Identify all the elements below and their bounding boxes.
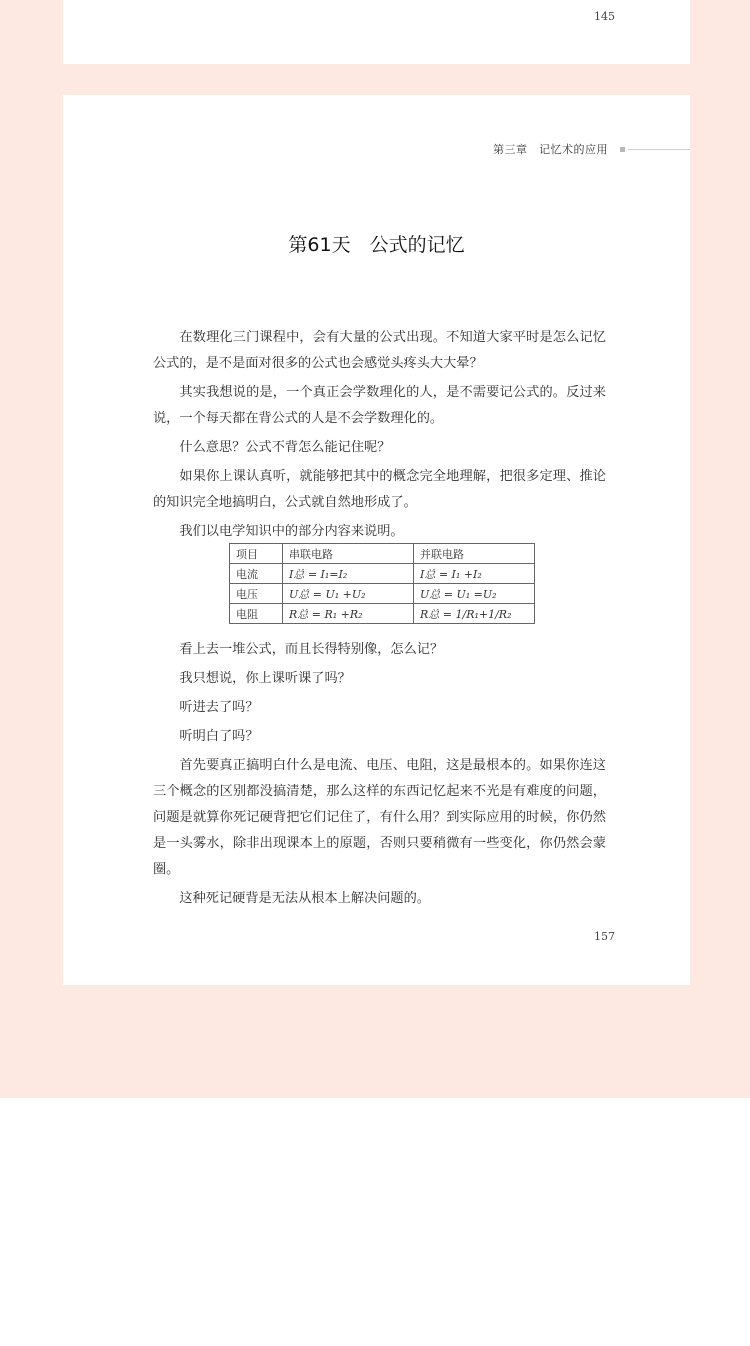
paragraph: 这种死记硬背是无法从根本上解决问题的。 [179,891,430,906]
table-cell: 电流 [230,564,283,584]
header-square-icon [620,147,625,152]
table-header-row [230,544,535,564]
previous-page [63,0,690,64]
paragraph: 听进去了吗？ [179,700,259,715]
paragraph: 我们以电学知识中的部分内容来说明。 [179,524,404,539]
table-cell: U总 = U₁ =U₂ [414,584,535,604]
paragraph: 其实我想说的是，一个真正会学数理化的人，是不需要记公式的。反过来说，一个每天都在背公式的人是不会学数理化的。 [153,385,606,426]
table-cell: R总 = 1/R₁+1/R₂ [414,604,535,624]
paragraph: 我只想说，你上课听课了吗？ [179,671,351,686]
table-row [230,604,535,624]
paragraph: 首先要真正搞明白什么是电流、电压、电阻，这是最根本的。如果你连这三个概念的区别都没搞清楚，那么这样的东西记忆起来不光是有难度的问题，问题是就算你死记硬背把它们记住了，有什么用？到实际应用的时候，你仍然是一头雾水，除非出现课本上的原题，否则只要稍微有一些变化，你仍然会蒙圈。 [153,758,606,877]
body-text-after-table [153,637,606,915]
table-header-cell: 串联电路 [283,544,414,564]
table-row [230,564,535,584]
page-title: 第61天 公式的记忆 [288,234,465,256]
chapter-header-text: 第三章 记忆术的应用 [493,143,608,156]
table-cell: U总 = U₁ +U₂ [283,584,414,604]
paragraph: 看上去一堆公式，而且长得特别像，怎么记？ [179,642,444,657]
chapter-header [493,141,690,157]
paragraph: 如果你上课认真听，就能够把其中的概念完全地理解，把很多定理、推论的知识完全地搞明白，公式就自然地形成了。 [153,469,606,510]
page-number: 145 [594,10,615,23]
table-cell: I总 = I₁=I₂ [283,564,414,584]
table-cell: I总 = I₁ +I₂ [414,564,535,584]
circuit-formula-table [229,543,535,624]
book-page [63,95,690,985]
paragraph: 什么意思？公式不背怎么能记住呢？ [179,440,391,455]
table-cell: 电阻 [230,604,283,624]
body-text-before-table [153,325,606,548]
header-rule [628,149,690,150]
table-cell: 电压 [230,584,283,604]
paragraph: 听明白了吗？ [179,729,259,744]
paragraph: 在数理化三门课程中，会有大量的公式出现。不知道大家平时是怎么记忆公式的，是不是面对很多的公式也会感觉头疼头大大晕？ [153,330,606,371]
table-cell: R总 = R₁ +R₂ [283,604,414,624]
table-row [230,584,535,604]
table-header-cell: 项目 [230,544,283,564]
page-number: 157 [594,930,615,943]
table-header-cell: 并联电路 [414,544,535,564]
